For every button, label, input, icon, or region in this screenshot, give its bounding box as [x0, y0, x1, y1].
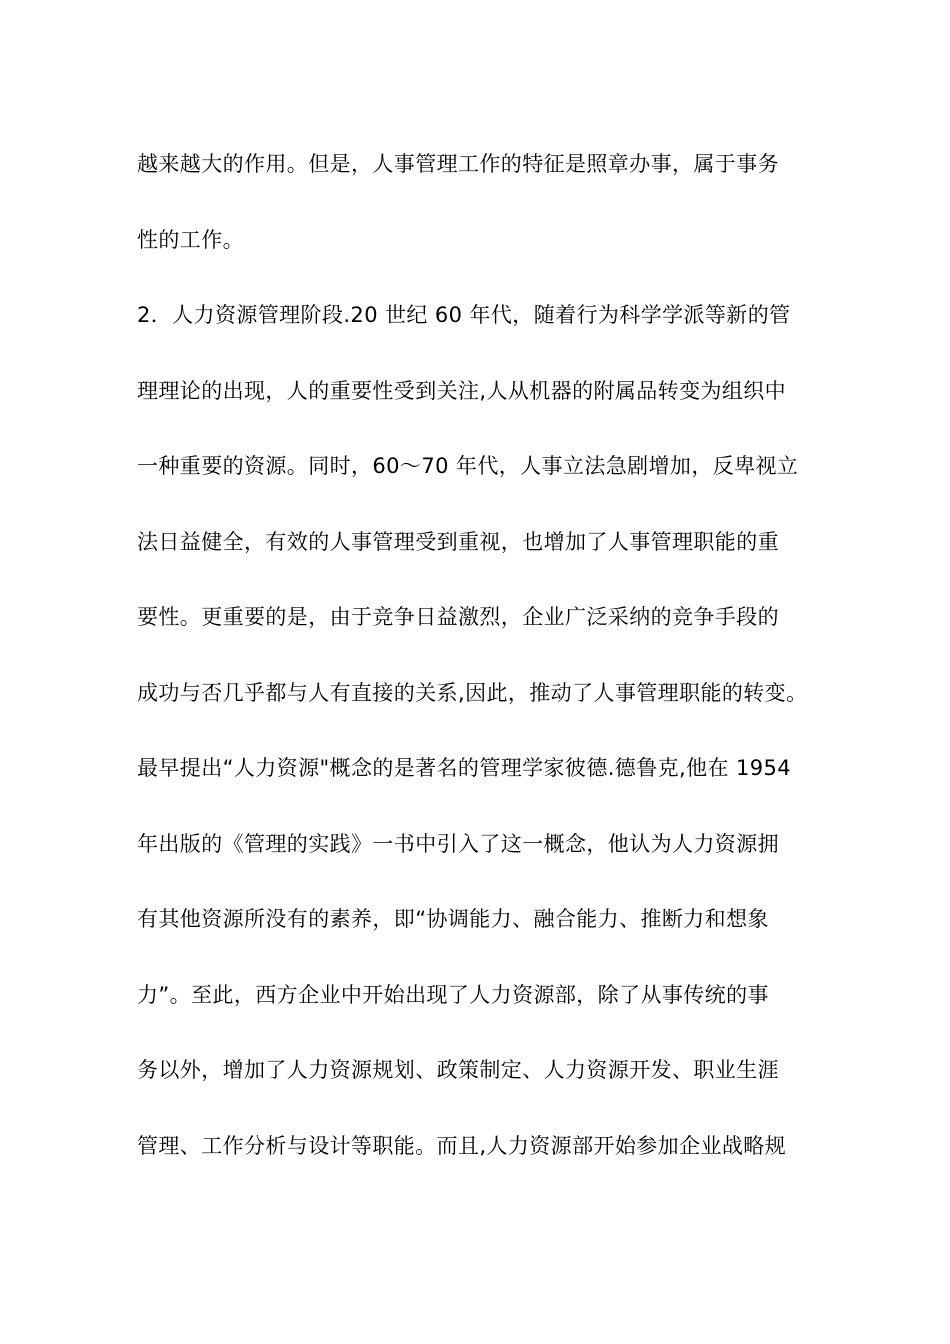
- body-text: [137, 144, 827, 1201]
- text-line: 性的工作。: [137, 227, 244, 252]
- text-line: 越来越大的作用。但是，人事管理工作的特征是照章办事，属于事务: [137, 152, 779, 176]
- text-line: 务以外，增加了人力资源规划、政策制定、人力资源开发、职业生涯: [137, 1058, 779, 1082]
- text-line: 法日益健全，有效的人事管理受到重视，也增加了人事管理职能的重: [137, 529, 779, 554]
- text-line: 理理论的出现，人的重要性受到关注,人从机器的附属品转变为组织中: [137, 378, 787, 403]
- text-line: 成功与否几乎都与人有直接的关系,因此，推动了人事管理职能的转变。: [137, 680, 808, 705]
- text-line: 2．人力资源管理阶段.20 世纪 60 年代，随着行为科学学派等新的管: [137, 303, 791, 327]
- text-line: 最早提出“人力资源"概念的是著名的管理学家彼德.德鲁克,他在 1954: [137, 756, 792, 780]
- text-line: 年出版的《管理的实践》一书中引入了这一概念，他认为人力资源拥: [137, 831, 779, 856]
- text-line: 力”。至此，西方企业中开始出现了人力资源部，除了从事传统的事: [137, 982, 769, 1007]
- text-line: 有其他资源所没有的素养，即“协调能力、融合能力、推断力和想象: [137, 907, 769, 931]
- text-line: 一种重要的资源。同时，60～70 年代，人事立法急剧增加，反卑视立: [137, 454, 799, 478]
- text-line: 管理、工作分析与设计等职能。而且,人力资源部开始参加企业战略规: [137, 1133, 787, 1158]
- text-line: 要性。更重要的是，由于竞争日益激烈，企业广泛采纳的竞争手段的: [137, 605, 779, 629]
